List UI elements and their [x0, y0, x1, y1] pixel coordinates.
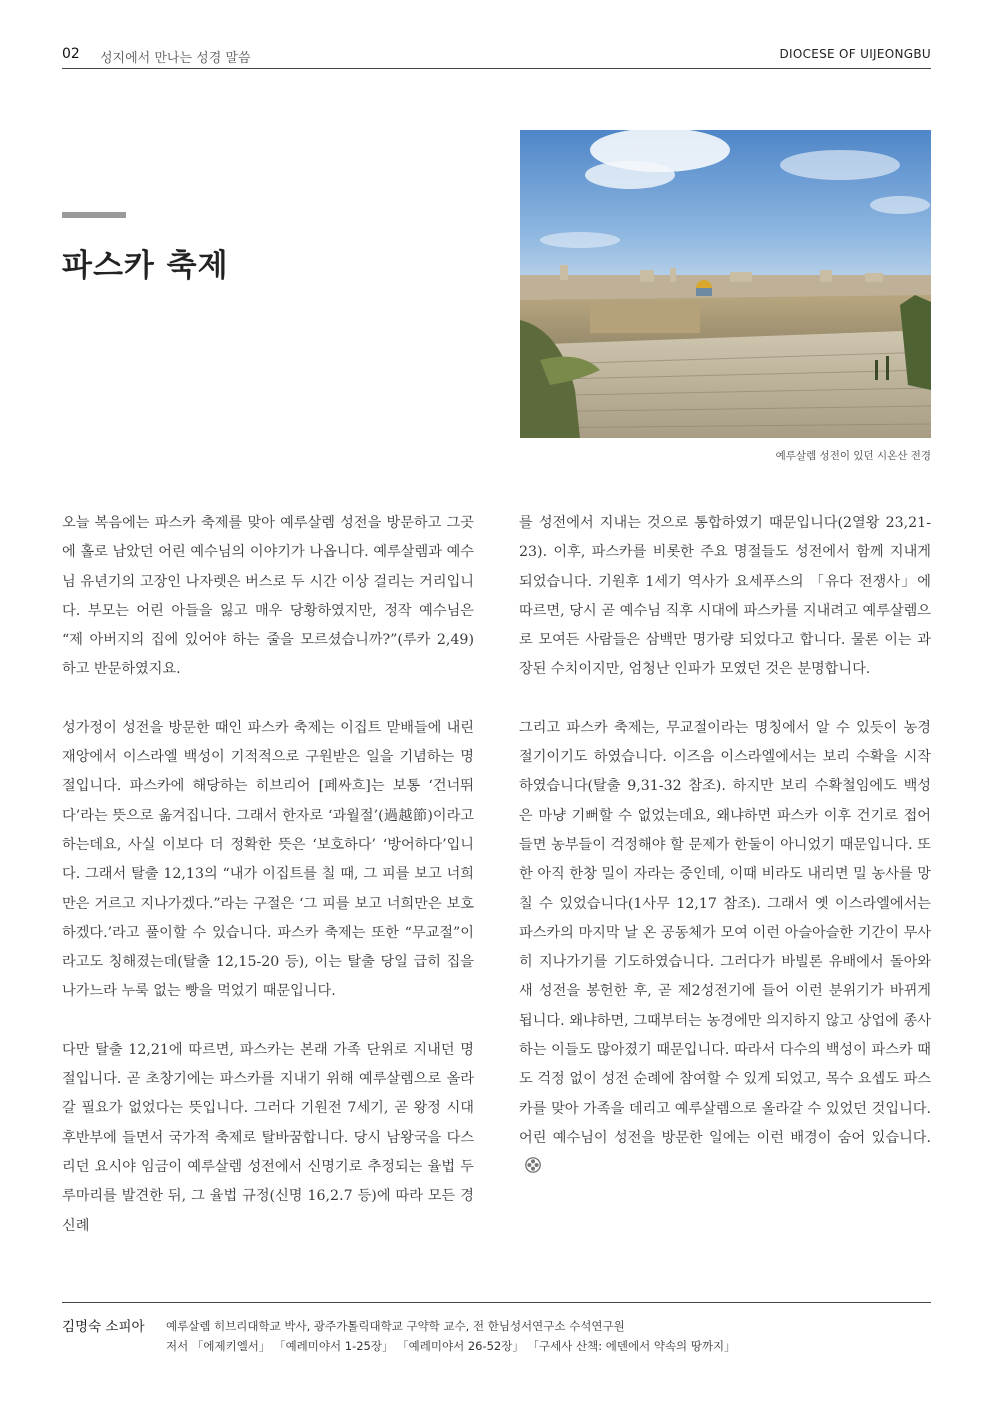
paragraph-text: 그리고 파스카 축제는, 무교절이라는 명칭에서 알 수 있듯이 농경 절기이기도 하였습니다. 이즈음 이스라엘에서는 보리 수확을 시작하였습니다(탈출 9,31-32 참조). 하지만 보리 수확철임에도 백성은 마냥 기뻐할 수 없었는데요, 왜냐하면 파스카 이후 건기로 접어들면 농부들이 걱정해야 할 문제가 한둘이 아니었기 때문입니다. 또한 아직 한창 밀이 자라는 중인데, 이때 비라도 내리면 밀 농사를 망칠 수 있었습니다(1사무 12,17 참조). 그래서 옛 이스라엘에서는 파스카의 마지막 날 온 공동체가 모여 이런 아슬아슬한 기간이 무사히 지나가기를 기도하였습니다. 그러다가 바빌론 유배에서 돌아와 새 성전을 봉헌한 후, 곧 제2성전기에 들어 이런 분위기가 바뀌게 됩니다. 왜냐하면, 그때부터는 농경에만 의지하지 않고 상업에 종사하는 이들도 많아졌기 때문입니다. 따라서 다수의 백성이 파스카 때도 걱정 없이 성전 순례에 참여할 수 있게 되었고, 목수 요셉도 파스카를 맞아 가족을 데리고 예루살렘으로 올라갈 수 있었던 것입니다. 어린 예수님이 성전을 방문한 일에는 이런 배경이 숨어 있습니다. — [519, 719, 931, 1146]
paragraph: 다만 탈출 12,21에 따르면, 파스카는 본래 가족 단위로 지내던 명절입니다. 곧 초창기에는 파스카를 지내기 위해 예루살렘으로 올라갈 필요가 없었다는 뜻입니다. 그러다 기원전 7세기, 곧 왕정 시대 후반부에 들면서 국가적 축제로 탈바꿈합니다. 당시 남왕국을 다스리던 요시야 임금이 예루살렘 성전에서 신명기로 추정되는 율법 두루마리를 발견한 뒤, 그 율법 규정(신명 16,2.7 등)에 따라 모든 경신례 — [62, 1041, 474, 1234]
flower-ornament-icon — [525, 1155, 541, 1171]
page-header — [62, 44, 931, 69]
author-name: 김명숙 소피아 — [62, 1319, 145, 1335]
body-column-right — [519, 509, 931, 1212]
paragraph: 오늘 복음에는 파스카 축제를 맞아 예루살렘 성전을 방문하고 그곳에 홀로 남았던 어린 예수님의 이야기가 나옵니다. 예루살렘과 예수님 유년기의 고장인 나자렛은 버스로 두 시간 이상 걸리는 거리입니다. 부모는 어린 아들을 잃고 매우 당황하였지만, 정작 예수님은 “제 아버지의 집에 있어야 하는 줄을 모르셨습니까?”(루카 2,49) 하고 반문하였지요. — [62, 515, 474, 678]
paragraph: 성가정이 성전을 방문한 때인 파스카 축제는 이집트 맏배들에 내린 재앙에서 이스라엘 백성이 기적적으로 구원받은 일을 기념하는 명절입니다. 파스카에 해당하는 히브리어 [페싸흐]는 보통 ‘건너뛰다’라는 뜻으로 옮겨집니다. 그래서 한자로 ‘과월절’(過越節)이라고 하는데요, 사실 이보다 더 정확한 뜻은 ‘보호하다’ ‘방어하다’입니다. 그래서 탈출 12,13의 “내가 이집트를 칠 때, 그 피를 보고 너희만은 거르고 지나가겠다.”라는 구절은 ‘그 피를 보고 너희만은 보호하겠다.’라고 풀이할 수 있습니다. 파스카 축제는 또한 “무교절”이라고도 칭해졌는데(탈출 12,15-20 등), 이는 탈출 당일 급히 집을 나가느라 누룩 없는 빵을 먹었기 때문입니다. — [62, 719, 474, 1000]
page-number: 02 — [62, 46, 80, 62]
paragraph — [519, 714, 931, 1183]
photo-caption: 예루살렘 성전이 있던 시온산 전경 — [775, 450, 931, 462]
section-title: 성지에서 만나는 성경 말씀 — [100, 51, 251, 66]
body-column-left — [62, 509, 474, 1270]
publisher-name: DIOCESE OF UIJEONGBU — [779, 47, 931, 61]
paragraph: 를 성전에서 지내는 것으로 통합하였기 때문입니다(2열왕 23,21-23). 이후, 파스카를 비롯한 주요 명절들도 성전에서 함께 지내게 되었습니다. 기원후 1세기 역사가 요세푸스의 「유다 전쟁사」에 따르면, 당시 곧 예수님 직후 시대에 파스카를 지내려고 예루살렘으로 모여든 사람들은 삼백만 명가량 되었다고 합니다. 물론 이는 과장된 수치이지만, 엄청난 인파가 모였던 것은 분명합니다. — [519, 515, 931, 678]
author-footer — [62, 1302, 931, 1353]
article-title: 파스카 축제 — [62, 248, 229, 284]
zion-panorama-photo — [520, 130, 931, 438]
author-books: 저서 「에제키엘서」 「예레미야서 1-25장」 「예레미야서 26-52장」 「구세사 산책: 에덴에서 약속의 땅까지」 — [166, 1339, 736, 1353]
title-accent-bar — [62, 212, 126, 218]
author-bio — [166, 1316, 736, 1356]
author-credentials: 예루살렘 히브리대학교 박사, 광주가톨릭대학교 구약학 교수, 전 한님성서연구소 수석연구원 — [166, 1319, 625, 1333]
